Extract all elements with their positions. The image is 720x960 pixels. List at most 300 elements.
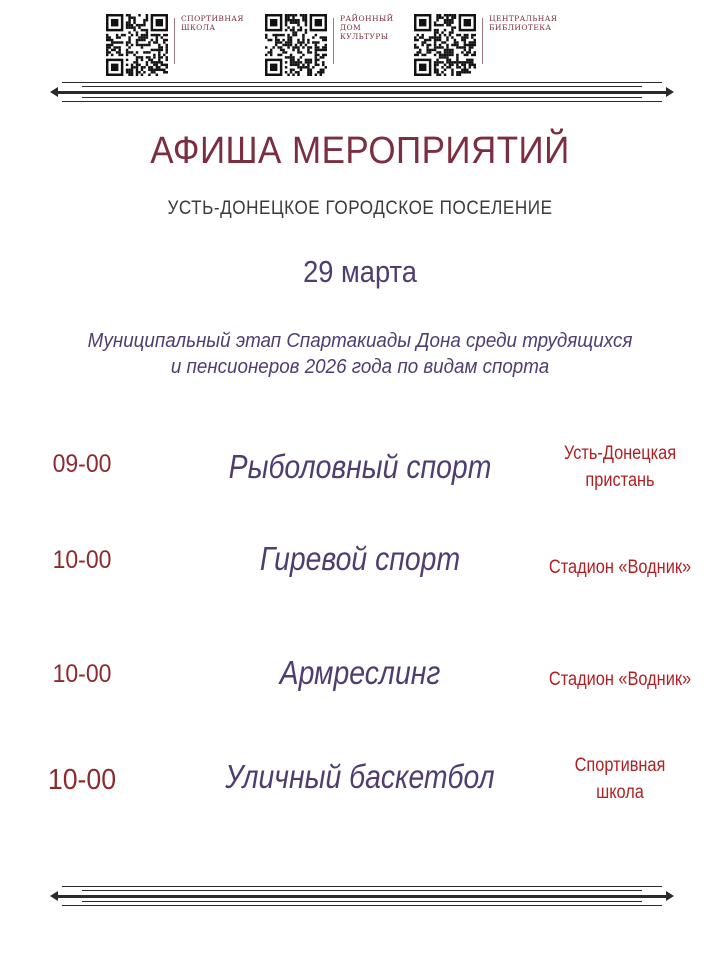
qr-module [441, 46, 443, 48]
qr-module [153, 54, 155, 56]
qr-module [446, 59, 448, 61]
qr-code-icon[interactable] [414, 14, 476, 76]
qr-module [280, 41, 282, 43]
qr-module [310, 61, 312, 63]
qr-module [414, 44, 416, 46]
qr-module [133, 66, 135, 68]
qr-module [317, 41, 319, 43]
qr-module [461, 51, 463, 53]
qr-module [439, 74, 441, 76]
qr-module [148, 44, 150, 46]
qr-module [113, 46, 115, 48]
qr-module [315, 64, 317, 66]
qr-module [131, 24, 133, 26]
qr-module [136, 39, 138, 41]
qr-module [466, 34, 468, 36]
qr-module [436, 36, 438, 38]
qr-module [471, 34, 473, 36]
qr-module [307, 71, 309, 73]
qr-module [285, 19, 287, 21]
qr-module [439, 14, 441, 16]
event-name: Рыболовный спорт [228, 448, 492, 485]
qr-caption-line: СПОРТИВНАЯ [181, 14, 244, 23]
qr-module [461, 46, 463, 48]
qr-module [161, 61, 163, 63]
qr-module [416, 51, 418, 53]
qr-module [121, 41, 123, 43]
qr-module [282, 34, 284, 36]
qr-module [111, 41, 113, 43]
qr-module [471, 61, 473, 63]
qr-module [310, 59, 312, 61]
qr-module [153, 49, 155, 51]
qr-module [106, 34, 108, 36]
qr-module [461, 39, 463, 41]
qr-module [315, 56, 317, 58]
qr-module [148, 69, 150, 71]
qr-module [434, 69, 436, 71]
qr-module [146, 31, 148, 33]
qr-module [474, 34, 476, 36]
qr-module [441, 71, 443, 73]
qr-module [464, 41, 466, 43]
qr-module [305, 16, 307, 18]
qr-module [161, 69, 163, 71]
qr-module [416, 39, 418, 41]
qr-module [320, 36, 322, 38]
qr-module [434, 21, 436, 23]
qr-module [163, 64, 165, 66]
qr-module [156, 64, 158, 66]
qr-module [444, 14, 446, 16]
intro-line: Муниципальный этап Спартакиады Дона среди трудящихся [87, 330, 633, 352]
qr-module [126, 21, 128, 23]
qr-module [275, 41, 277, 43]
qr-module [451, 61, 453, 63]
qr-code-icon[interactable] [106, 14, 168, 76]
qr-module [151, 66, 153, 68]
qr-module [106, 51, 108, 53]
qr-module [275, 36, 277, 38]
qr-module [141, 69, 143, 71]
qr-module [436, 59, 438, 61]
rule-line-thick [56, 91, 668, 94]
qr-module [315, 51, 317, 53]
qr-module [310, 71, 312, 73]
qr-module [300, 61, 302, 63]
qr-module [325, 44, 327, 46]
qr-module [275, 44, 277, 46]
qr-module [156, 19, 163, 26]
qr-module [111, 49, 113, 51]
qr-module [464, 39, 466, 41]
qr-module [471, 41, 473, 43]
qr-module [153, 64, 155, 66]
qr-module [441, 24, 443, 26]
qr-module [143, 71, 145, 73]
qr-module [121, 34, 123, 36]
qr-module [133, 19, 135, 21]
qr-module [156, 61, 158, 63]
qr-module [451, 19, 453, 21]
qr-module [449, 19, 451, 21]
qr-module [456, 61, 458, 63]
qr-module [138, 36, 140, 38]
qr-module [163, 71, 165, 73]
qr-module [161, 64, 163, 66]
qr-module [297, 46, 299, 48]
event-place [536, 440, 705, 494]
qr-module [292, 64, 294, 66]
qr-module [466, 61, 468, 63]
qr-module [272, 46, 274, 48]
qr-module [146, 19, 148, 21]
qr-module [146, 51, 148, 53]
qr-module [297, 19, 299, 21]
qr-module [466, 59, 468, 61]
qr-module [280, 46, 282, 48]
qr-module [454, 61, 456, 63]
qr-module [459, 61, 461, 63]
qr-module [136, 69, 138, 71]
qr-module [156, 69, 158, 71]
event-name: Гиревой спорт [259, 540, 461, 577]
qr-module [136, 34, 138, 36]
qr-module [466, 44, 468, 46]
qr-module [158, 46, 160, 48]
qr-module [469, 51, 471, 53]
qr-module [307, 66, 309, 68]
qr-module [414, 54, 416, 56]
qr-module [305, 29, 307, 31]
qr-module [265, 36, 267, 38]
qr-module [322, 69, 324, 71]
qr-module [126, 71, 128, 73]
qr-module [133, 29, 135, 31]
qr-module [136, 51, 138, 53]
event-name: Армреслинг [279, 654, 441, 691]
qr-module [325, 46, 327, 48]
qr-module [307, 46, 309, 48]
qr-module [290, 61, 292, 63]
qr-module [106, 54, 108, 56]
qr-module [436, 31, 438, 33]
qr-module [439, 46, 441, 48]
qr-module [156, 36, 158, 38]
qr-module [449, 51, 451, 53]
qr-module [285, 56, 287, 58]
qr-module [163, 69, 165, 71]
qr-module [118, 36, 120, 38]
qr-module [287, 74, 289, 76]
qr-module [282, 49, 284, 51]
qr-module [424, 39, 426, 41]
qr-module [302, 14, 304, 16]
qr-module [158, 34, 160, 36]
qr-module [439, 36, 441, 38]
qr-module [302, 16, 304, 18]
qr-module [317, 71, 319, 73]
qr-module [280, 49, 282, 51]
qr-module [131, 66, 133, 68]
qr-module [108, 51, 110, 53]
qr-module [146, 56, 148, 58]
event-name: Уличный баскетбол [225, 758, 495, 795]
qr-module [469, 44, 471, 46]
rule-cap-right [666, 891, 674, 901]
qr-module [158, 59, 160, 61]
qr-module [287, 16, 289, 18]
qr-module [138, 39, 140, 41]
qr-module [141, 24, 143, 26]
rule-line [82, 97, 642, 98]
qr-module [270, 64, 277, 71]
qr-module [300, 66, 302, 68]
qr-module [426, 51, 428, 53]
qr-module [446, 16, 448, 18]
qr-module [464, 61, 466, 63]
qr-module [305, 24, 307, 26]
qr-module [300, 41, 302, 43]
qr-module [469, 61, 471, 63]
qr-module [434, 36, 436, 38]
qr-module [143, 44, 145, 46]
qr-module [146, 36, 148, 38]
qr-module [307, 74, 309, 76]
qr-module [441, 61, 443, 63]
qr-module [136, 71, 138, 73]
qr-module [464, 44, 466, 46]
qr-module [312, 66, 314, 68]
qr-module [446, 61, 448, 63]
qr-module [128, 41, 130, 43]
qr-module [322, 49, 324, 51]
qr-module [459, 74, 461, 76]
rule-line [62, 82, 662, 83]
qr-module [310, 69, 312, 71]
qr-module [287, 36, 289, 38]
event-time: 10-00 [47, 764, 117, 796]
qr-module [302, 39, 304, 41]
qr-module [285, 66, 287, 68]
qr-module [310, 74, 312, 76]
qr-module [421, 36, 423, 38]
qr-module [133, 26, 135, 28]
qr-module [143, 66, 145, 68]
qr-module [300, 26, 302, 28]
qr-module [436, 29, 438, 31]
qr-module [106, 39, 108, 41]
qr-module [136, 41, 138, 43]
qr-module [138, 24, 140, 26]
qr-module [456, 34, 458, 36]
qr-module [454, 14, 456, 16]
qr-module [464, 71, 466, 73]
qr-module [451, 69, 453, 71]
qr-module [446, 24, 448, 26]
qr-module [454, 41, 456, 43]
qr-divider [333, 18, 334, 64]
qr-module [469, 59, 471, 61]
qr-module [302, 64, 304, 66]
qr-module [136, 61, 138, 63]
qr-module [136, 74, 138, 76]
qr-module [459, 46, 461, 48]
qr-module [128, 74, 130, 76]
qr-module [300, 14, 302, 16]
qr-module [305, 21, 307, 23]
qr-module [131, 71, 133, 73]
qr-code-icon[interactable] [265, 14, 327, 76]
qr-block-sport-school [106, 14, 251, 76]
qr-module [474, 51, 476, 53]
qr-module [163, 34, 165, 36]
qr-module [449, 24, 451, 26]
qr-module [325, 36, 327, 38]
qr-module [464, 49, 466, 51]
qr-module [292, 59, 294, 61]
qr-module [322, 46, 324, 48]
qr-module [307, 51, 309, 53]
top-decorative-rule [62, 80, 662, 110]
qr-module [436, 19, 438, 21]
qr-module [429, 39, 431, 41]
qr-module [471, 36, 473, 38]
event-place-line: Стадион «Водник» [548, 669, 692, 690]
qr-module [325, 49, 327, 51]
qr-module [277, 34, 279, 36]
qr-module [146, 64, 148, 66]
qr-module [474, 44, 476, 46]
qr-module [138, 14, 140, 16]
qr-module [285, 44, 287, 46]
qr-module [131, 69, 133, 71]
qr-module [265, 54, 267, 56]
qr-module [166, 44, 168, 46]
qr-module [133, 54, 135, 56]
qr-module [295, 71, 297, 73]
qr-module [300, 69, 302, 71]
page-subtitle: УСТЬ-ДОНЕЦКОЕ ГОРОДСКОЕ ПОСЕЛЕНИЕ [167, 198, 553, 219]
qr-module [444, 51, 446, 53]
qr-module [156, 66, 158, 68]
qr-module [310, 46, 312, 48]
qr-module [280, 54, 282, 56]
qr-module [166, 64, 168, 66]
qr-module [307, 61, 309, 63]
qr-module [434, 29, 436, 31]
qr-caption [340, 14, 410, 41]
qr-module [456, 41, 458, 43]
qr-module [315, 19, 322, 26]
qr-module [451, 71, 453, 73]
qr-module [434, 64, 436, 66]
qr-module [297, 71, 299, 73]
qr-module [434, 41, 436, 43]
qr-module [131, 34, 133, 36]
qr-module [451, 74, 453, 76]
qr-module [148, 56, 150, 58]
qr-module [446, 19, 448, 21]
qr-module [302, 46, 304, 48]
qr-module [429, 36, 431, 38]
qr-module [474, 66, 476, 68]
qr-module [166, 39, 168, 41]
qr-module [270, 39, 272, 41]
qr-module [436, 71, 438, 73]
qr-module [108, 39, 110, 41]
qr-module [290, 44, 292, 46]
qr-module [436, 14, 438, 16]
qr-module [116, 36, 118, 38]
qr-module [322, 71, 324, 73]
qr-module [449, 61, 451, 63]
qr-divider [482, 18, 483, 64]
qr-module [106, 36, 108, 38]
qr-module [444, 49, 446, 51]
qr-module [471, 44, 473, 46]
rule-line [62, 905, 662, 906]
qr-module [315, 34, 317, 36]
qr-module [320, 56, 322, 58]
qr-module [153, 34, 155, 36]
qr-module [166, 59, 168, 61]
rule-line [82, 890, 642, 891]
qr-module [270, 19, 277, 26]
qr-module [300, 29, 302, 31]
event-place [536, 752, 705, 806]
qr-module [295, 19, 297, 21]
qr-module [456, 56, 458, 58]
qr-module [315, 59, 317, 61]
qr-module [436, 46, 438, 48]
rule-line [82, 86, 642, 87]
qr-module [158, 61, 160, 63]
qr-module [136, 66, 138, 68]
qr-caption [489, 14, 559, 32]
qr-module [444, 29, 446, 31]
qr-module [138, 44, 140, 46]
qr-module [454, 44, 456, 46]
qr-module [158, 51, 160, 53]
qr-module [441, 66, 443, 68]
qr-module [166, 49, 168, 51]
qr-module [277, 41, 279, 43]
qr-module [446, 21, 448, 23]
qr-module [128, 46, 130, 48]
qr-module [141, 44, 143, 46]
qr-module [441, 16, 443, 18]
qr-module [287, 39, 289, 41]
qr-module [449, 14, 451, 16]
qr-module [141, 39, 143, 41]
qr-module [287, 19, 289, 21]
qr-module [136, 44, 138, 46]
qr-module [325, 66, 327, 68]
qr-module [158, 54, 160, 56]
qr-module [128, 31, 130, 33]
qr-module [454, 39, 456, 41]
qr-module [439, 54, 441, 56]
qr-module [426, 49, 428, 51]
qr-module [434, 54, 436, 56]
qr-module [434, 71, 436, 73]
bottom-decorative-rule [62, 884, 662, 914]
qr-module [163, 41, 165, 43]
qr-module [270, 49, 272, 51]
qr-module [126, 64, 128, 66]
qr-module [426, 44, 428, 46]
